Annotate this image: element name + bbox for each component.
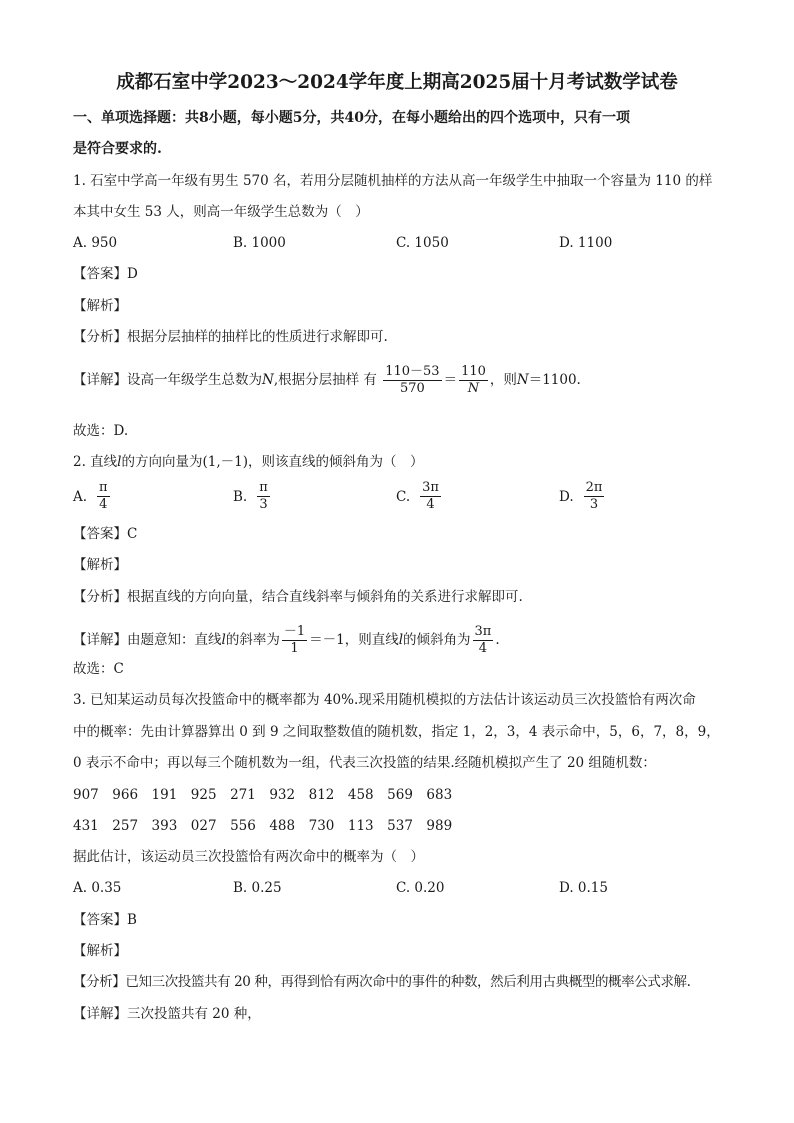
q1-stem-line1: 1. 石室中学高一年级有男生 570 名，若用分层随机抽样的方法从高一年级学生中抽取一个容量为 110 的样 (73, 173, 713, 189)
q3-random-numbers-row2: 431 257 393 027 556 488 730 113 537 989 (73, 818, 453, 834)
q2-stem-mid: 的方向向量为(1,－1)，则该直线的倾斜角为（ ） (121, 454, 424, 470)
q2-detail-frac1-num: －1 (283, 624, 306, 639)
q2-detail-fraction-1 (282, 624, 307, 657)
q3-analysis-label: 【解析】 (73, 943, 127, 959)
q2-stem-pre: 2. 直线 (73, 454, 118, 470)
q2-option-b-label: B. (233, 488, 248, 505)
q2-detail-frac2-den: 4 (478, 641, 488, 656)
q2-detail-var: l (221, 632, 226, 648)
q1-frac1-den: 570 (399, 381, 425, 396)
q1-detail (73, 364, 581, 397)
q2-fenxi: 【分析】根据直线的方向向量，结合直线斜率与倾斜角的关系进行求解即可. (73, 589, 523, 605)
q3-option-d: D. 0.15 (559, 880, 608, 896)
q2-option-b (233, 480, 272, 513)
q3-question: 据此估计，该运动员三次投篮恰有两次命中的概率为（ ） (73, 849, 424, 865)
q3-stem-line3: 0 表示不命中；再以每三个随机数为一组，代表三次投篮的结果.经随机模拟产生了 20 组随机数： (73, 755, 656, 771)
q1-detail-pre: 【详解】设高一年级学生总数为 (73, 372, 262, 388)
q3-option-a: A. 0.35 (73, 880, 122, 896)
q3-option-b: B. 0.25 (233, 880, 282, 896)
q2-analysis-label: 【解析】 (73, 557, 127, 573)
q2-option-c (396, 480, 443, 513)
q1-detail-post1: ，则 (489, 372, 517, 388)
q2-option-d-fraction (584, 480, 605, 513)
q2-detail-frac2-num: 3π (474, 624, 492, 639)
section-heading-line1: 一、单项选择题：共8小题，每小题5分，共40分，在每小题给出的四个选项中，只有一项 (73, 110, 630, 126)
q2-option-c-den: 4 (426, 497, 435, 512)
q1-fenxi: 【分析】根据分层抽样的抽样比的性质进行求解即可. (73, 329, 388, 345)
q3-option-c: C. 0.20 (396, 880, 445, 896)
q1-fraction-1 (383, 364, 441, 397)
q2-stem-var: l (117, 454, 122, 470)
q2-option-c-label: C. (396, 488, 411, 505)
q3-stem-line2: 中的概率：先由计算器算出 0 到 9 之间取整数值的随机数，指定 1，2，3，4 表示命中，5，6，7，8，9， (73, 724, 720, 740)
q2-detail-var2: l (398, 632, 404, 648)
q1-option-a: A. 950 (73, 235, 118, 251)
q2-detail-eq: ＝－1，则直线 (309, 632, 399, 648)
q2-option-a-den: 4 (99, 497, 108, 512)
q2-option-a-num: π (99, 480, 108, 495)
q2-detail-mid: 的斜率为 (225, 632, 280, 648)
q1-answer: 【答案】D (73, 266, 138, 282)
q2-choose: 故选：C (73, 661, 124, 677)
q1-fraction-2 (459, 364, 488, 397)
q1-choose: 故选：D. (73, 423, 129, 439)
q3-answer: 【答案】B (73, 912, 137, 928)
q1-frac1-num: 110－53 (385, 364, 440, 379)
q1-stem-line2: 本其中女生 53 人，则高一年级学生总数为（ ） (73, 204, 369, 220)
q3-random-numbers-row1: 907 966 191 925 271 932 812 458 569 683 (73, 787, 453, 803)
q2-option-d-label: D. (559, 488, 574, 505)
q2-option-a-label: A. (73, 488, 88, 505)
q2-option-a (73, 480, 112, 513)
q2-option-b-den: 3 (259, 497, 268, 512)
q1-frac2-num: 110 (461, 364, 486, 379)
q1-detail-post2: N (516, 372, 529, 388)
q2-detail-pre: 【详解】由题意知：直线 (73, 632, 222, 648)
q1-option-c: C. 1050 (396, 235, 449, 251)
q1-option-b: B. 1000 (233, 235, 286, 251)
q2-option-d (559, 480, 606, 513)
q1-detail-var: N (262, 372, 274, 388)
q2-detail-mid2: 的倾斜角为 (403, 632, 471, 648)
q2-detail-end: . (495, 632, 500, 648)
q1-detail-mid: ,根据分层抽样 有 (273, 372, 377, 388)
q2-stem (73, 453, 424, 471)
q1-analysis-label: 【解析】 (73, 298, 127, 314)
q2-option-d-den: 3 (589, 497, 599, 512)
q2-option-d-num: 2π (585, 480, 603, 495)
q1-option-d: D. 1100 (559, 235, 613, 251)
q2-option-b-num: π (259, 480, 268, 495)
q3-fenxi: 【分析】已知三次投篮共有 20 种，再得到恰有两次命中的事件的种数，然后利用古典概型的概率公式求解. (73, 974, 691, 990)
page-title: 成都石室中学2023～2024学年度上期高2025届十月考试数学试卷 (116, 72, 678, 93)
q2-option-b-fraction (257, 480, 270, 513)
q1-eq: ＝ (443, 372, 458, 388)
q1-detail-post3: ＝1100. (528, 372, 581, 388)
q2-detail-frac1-den: 1 (290, 641, 299, 656)
q2-answer: 【答案】C (73, 526, 138, 542)
q3-detail: 【详解】三次投篮共有 20 种， (73, 1006, 261, 1022)
q3-stem-line1: 3. 已知某运动员每次投篮命中的概率都为 40%.现采用随机模拟的方法估计该运动员三次投篮恰有两次命 (73, 692, 696, 708)
q2-option-c-fraction (420, 480, 441, 513)
q2-detail (73, 624, 500, 657)
section-heading-line2: 是符合要求的. (73, 141, 162, 157)
q1-frac2-den: N (467, 381, 480, 396)
q2-option-c-num: 3π (422, 480, 439, 495)
q2-option-a-fraction (97, 480, 110, 513)
q2-detail-fraction-2 (473, 624, 494, 657)
